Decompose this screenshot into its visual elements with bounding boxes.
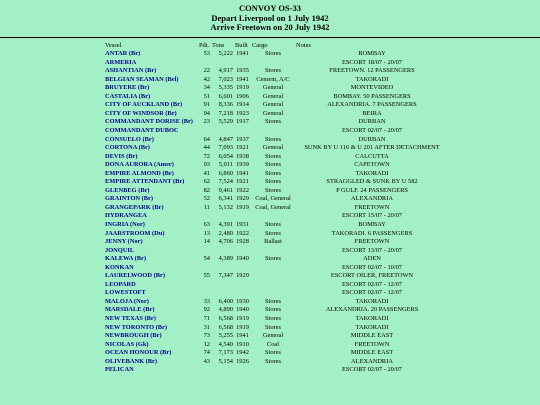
convoy-table: [105, 42, 450, 375]
tons-cell: [212, 366, 235, 375]
notes-cell: TAKORADI: [355, 75, 389, 83]
pdt-cell: 31: [203, 323, 210, 331]
cargo-cell: [252, 366, 296, 375]
pdt-cell: 42: [203, 75, 210, 83]
table-row: [105, 366, 450, 375]
notes-cell: P GULF. 24 PASSENGERS: [336, 186, 408, 194]
table-row: [105, 315, 450, 324]
built-cell: 1926: [236, 357, 249, 365]
vessel-link[interactable]: KONKAN: [105, 263, 134, 271]
notes-cell: BOMBAY. 50 PASSENGERS: [333, 92, 411, 100]
cargo-cell: Cement, A/C: [256, 75, 290, 83]
vessel-link[interactable]: LEOPARD: [105, 280, 136, 288]
table-row: [105, 161, 450, 170]
vessel-link[interactable]: OCEAN HONOUR (Br): [105, 349, 172, 357]
col-pdt: Pdt.: [199, 41, 210, 49]
cargo-cell: Stores: [265, 186, 281, 194]
table-row: [105, 178, 450, 187]
notes-cell: ALEXANDRIA. 7 PASSENGERS: [327, 101, 417, 109]
notes-cell: FREETOWN. 12 PASSENGERS: [329, 67, 415, 75]
notes-cell: BOMBAY: [358, 50, 386, 58]
tons-cell: 9,461: [218, 186, 233, 194]
cargo-cell: General: [262, 109, 284, 117]
table-row: [105, 136, 450, 145]
cargo-cell: Coal, General: [255, 195, 291, 203]
built-cell: 1937: [236, 135, 249, 143]
table-row: [105, 170, 450, 179]
table-row: [105, 153, 450, 162]
vessel-link[interactable]: INGRIA (Nor): [105, 220, 145, 228]
cargo-cell: Stores: [265, 118, 281, 126]
col-vessel: Vessel: [105, 41, 122, 49]
built-cell: 1914: [236, 101, 249, 109]
built-cell: 1935: [236, 67, 249, 75]
table-row: [105, 110, 450, 119]
tons-cell: [212, 289, 235, 298]
table-body: [105, 50, 450, 375]
cargo-cell: Stores: [265, 220, 281, 228]
pdt-cell: 13: [203, 229, 210, 237]
table-row: [105, 93, 450, 102]
tons-cell: 6,601: [218, 92, 233, 100]
built-cell: 1929: [236, 195, 249, 203]
cargo-cell: Stores: [265, 161, 281, 169]
vessel-link[interactable]: MARSDALE (Br): [105, 306, 155, 314]
vessel-link[interactable]: MALOJA (Nor): [105, 297, 149, 305]
pdt-cell: 22: [203, 67, 210, 75]
tons-cell: 6,860: [218, 169, 233, 177]
built-cell: 1921: [236, 178, 249, 186]
cargo-cell: Coal: [266, 340, 280, 348]
notes-cell: ESCORT 02/07 - 20/07: [341, 366, 403, 374]
tons-cell: 6,054: [218, 152, 233, 160]
notes-cell: TAKORADI: [355, 297, 389, 305]
notes-cell: ADEN: [363, 255, 381, 263]
vessel-link[interactable]: DONA AURORA (Amer): [105, 161, 174, 169]
pdt-cell: 14: [203, 238, 210, 246]
notes-cell: FREETOWN: [354, 238, 390, 246]
table-row: [105, 84, 450, 93]
pdt-cell: 93: [203, 161, 210, 169]
notes-cell: DURBAN: [358, 118, 386, 126]
vessel-link[interactable]: NICOLAS (Gk): [105, 340, 149, 348]
pdt-cell: 12: [203, 340, 210, 348]
tons-cell: [212, 264, 235, 273]
table-row: [105, 221, 450, 230]
cargo-cell: General: [262, 84, 284, 92]
vessel-link[interactable]: CORTONA (Br): [105, 144, 150, 152]
vessel-link[interactable]: CASTALIA (Br): [105, 92, 151, 100]
pdt-cell: 74: [203, 349, 210, 357]
vessel-link[interactable]: NEW TEXAS (Br): [105, 315, 156, 322]
notes-cell: ESCORT 15/07 - 20/07: [341, 212, 403, 220]
table-row: [105, 272, 450, 281]
tons-cell: 6,400: [218, 297, 233, 305]
tons-cell: 7,218: [218, 109, 233, 117]
vessel-link[interactable]: COMMANDANT DORISE (Br): [105, 118, 193, 126]
built-cell: 1919: [236, 323, 249, 331]
notes-cell: SUNK BY U 116 & U 201 AFTER DETACHMENT: [304, 144, 440, 152]
built-cell: 1921: [236, 144, 249, 152]
tons-cell: 5,222: [218, 50, 233, 58]
tons-cell: 6,568: [218, 315, 233, 322]
table-row: [105, 349, 450, 358]
tons-cell: 4,847: [218, 135, 233, 143]
vessel-link[interactable]: BELGIAN SEAMAN (Bel): [105, 75, 179, 83]
col-notes: Notes: [296, 41, 311, 49]
col-built: Built: [235, 41, 248, 49]
built-cell: 1941: [236, 169, 249, 177]
table-row: [105, 324, 450, 333]
built-cell: 1941: [236, 50, 249, 58]
built-cell: 1919: [236, 315, 249, 322]
tons-cell: 4,706: [218, 238, 233, 246]
cargo-cell: [252, 289, 296, 298]
table-row: [105, 212, 450, 221]
notes-cell: ALEXANDRIA: [351, 357, 393, 365]
tons-cell: 5,529: [218, 118, 233, 126]
vessel-link[interactable]: JAARSTROOM (Du): [105, 229, 165, 237]
table-row: [105, 127, 450, 136]
vessel-link[interactable]: NEWBROUGH (Br): [105, 332, 162, 340]
vessel-link[interactable]: OLIVEBANK (Br): [105, 357, 158, 365]
table-row: [105, 118, 450, 127]
table-row: [105, 289, 450, 298]
vessel-link[interactable]: NEW TORONTO (Br): [105, 323, 168, 331]
vessel-link[interactable]: ANTAR (Br): [105, 50, 141, 58]
tons-cell: [212, 212, 235, 221]
tons-cell: 4,540: [218, 340, 233, 348]
tons-cell: 7,173: [218, 349, 233, 357]
notes-cell: BOMBAY: [358, 220, 386, 228]
pdt-cell: [199, 366, 212, 375]
table-row: [105, 50, 450, 59]
pdt-cell: 43: [203, 357, 210, 365]
built-cell: 1942: [236, 349, 249, 357]
pdt-cell: [199, 281, 212, 290]
built-cell: 1938: [236, 152, 249, 160]
built-cell: 1940: [236, 255, 249, 263]
vessel-link[interactable]: ARMERIA: [105, 58, 137, 66]
pdt-cell: 53: [203, 50, 210, 58]
pdt-cell: 55: [203, 272, 210, 280]
tons-cell: 2,480: [218, 229, 233, 237]
depart-line: Depart Liverpool on 1 July 1942: [211, 12, 329, 23]
vessel-link[interactable]: GRAINTON (Br): [105, 195, 153, 203]
tons-cell: 5,011: [218, 161, 233, 169]
cargo-cell: [252, 59, 296, 68]
notes-cell: ESCORT 02/07 - 20/07: [341, 126, 403, 134]
built-cell: 1917: [236, 118, 249, 126]
pdt-cell: 72: [203, 152, 210, 160]
notes-cell: DURBAN: [358, 135, 386, 143]
table-row: [105, 264, 450, 273]
col-cargo: Cargo: [252, 41, 268, 49]
tons-cell: 6,341: [218, 195, 233, 203]
arrive-line: Arrive Freetown on 20 July 1942: [210, 22, 330, 32]
vessel-link[interactable]: BRUYERE (Br): [105, 84, 150, 92]
table-row: [105, 204, 450, 213]
pdt-cell: 73: [203, 332, 210, 340]
cargo-cell: [252, 127, 296, 136]
table-row: [105, 101, 450, 110]
notes-cell: BEIRA: [362, 109, 382, 117]
vessel-link[interactable]: JENNY (Nor): [105, 238, 143, 246]
built-cell: 1931: [236, 220, 249, 228]
built-cell: 1940: [236, 306, 249, 314]
cargo-cell: Stores: [265, 297, 281, 305]
table-row: [105, 247, 450, 256]
built-cell: [235, 264, 252, 273]
notes-cell: MONTEVIDEO: [350, 84, 394, 92]
pdt-cell: [199, 247, 212, 256]
notes-cell: ESCORT 02/07 - 12/07: [341, 289, 403, 297]
cargo-cell: Stores: [265, 357, 281, 365]
notes-cell: FREETOWN: [354, 203, 390, 211]
cargo-cell: Stores: [265, 50, 281, 58]
cargo-cell: Stores: [265, 306, 281, 314]
built-cell: [235, 289, 252, 298]
cargo-cell: Stores: [265, 135, 281, 143]
cargo-cell: Stores: [265, 349, 281, 357]
pdt-cell: 94: [203, 109, 210, 117]
table-row: [105, 230, 450, 239]
notes-cell: CALCUTTA: [355, 152, 389, 160]
cargo-cell: [252, 247, 296, 256]
notes-cell: TAKORADI: [355, 315, 389, 322]
cargo-cell: Coal, General: [255, 203, 291, 211]
tons-cell: 5,335: [218, 84, 233, 92]
cargo-cell: Stores: [265, 255, 281, 263]
tons-cell: [212, 281, 235, 290]
tons-cell: 5,154: [218, 357, 233, 365]
cargo-cell: [252, 212, 296, 221]
table-row: [105, 59, 450, 68]
pdt-cell: [199, 59, 212, 68]
table-row: [105, 306, 450, 315]
vessel-link[interactable]: ASHANTIAN (Br): [105, 67, 157, 75]
pdt-cell: 71: [203, 315, 210, 322]
cargo-cell: [252, 272, 296, 281]
cargo-cell: General: [262, 144, 284, 152]
table-row: [105, 341, 450, 350]
table-row: [105, 195, 450, 204]
pdt-cell: 82: [203, 186, 210, 194]
notes-cell: ESCORT 13/07 - 20/07: [341, 246, 403, 254]
tons-cell: 8,336: [218, 101, 233, 109]
pdt-cell: [199, 289, 212, 298]
vessel-link[interactable]: PELICAN: [105, 366, 134, 374]
vessel-link[interactable]: EMPIRE ATTENDANT (Br): [105, 178, 185, 186]
cargo-cell: Stores: [265, 229, 281, 237]
notes-cell: ESCORT 18/07 - 20/07: [341, 58, 403, 66]
table-row: [105, 358, 450, 367]
pdt-cell: 92: [203, 306, 210, 314]
tons-cell: 4,890: [218, 306, 233, 314]
tons-cell: 4,917: [218, 67, 233, 75]
cargo-cell: General: [262, 92, 284, 100]
cargo-cell: Stores: [265, 67, 281, 75]
tons-cell: [212, 127, 235, 136]
vessel-link[interactable]: CITY OF WINDSOR (Br): [105, 109, 177, 117]
cargo-cell: Ballast: [264, 238, 282, 246]
pdt-cell: 54: [203, 255, 210, 263]
notes-cell: ALEXANDRIA: [351, 195, 393, 203]
vessel-link[interactable]: EMPIRE ALMOND (Br): [105, 169, 174, 177]
built-cell: [235, 212, 252, 221]
pdt-cell: 33: [203, 297, 210, 305]
pdt-cell: 34: [203, 84, 210, 92]
cargo-cell: Stores: [265, 178, 281, 186]
pdt-cell: 91: [203, 101, 210, 109]
built-cell: 1919: [236, 84, 249, 92]
built-cell: [235, 281, 252, 290]
built-cell: 1923: [236, 109, 249, 117]
page-header: [0, 0, 540, 33]
pdt-cell: [199, 127, 212, 136]
notes-cell: ESCORT OILER, FREETOWN: [330, 272, 414, 280]
cargo-cell: Stores: [265, 152, 281, 160]
built-cell: 1910: [236, 340, 249, 348]
cargo-cell: General: [262, 332, 284, 340]
built-cell: 1930: [236, 297, 249, 305]
col-tons: Tons: [212, 41, 225, 49]
built-cell: 1922: [236, 229, 249, 237]
vessel-link[interactable]: LOWESTOFT: [105, 289, 146, 297]
cargo-cell: Stores: [265, 169, 281, 177]
pdt-cell: 62: [203, 178, 210, 186]
table-row: [105, 332, 450, 341]
pdt-cell: [199, 264, 212, 273]
built-cell: 1941: [236, 75, 249, 83]
tons-cell: 7,093: [218, 144, 233, 152]
vessel-link[interactable]: GLENBEG (Br): [105, 186, 150, 194]
cargo-cell: Stores: [265, 323, 281, 331]
built-cell: 1929: [236, 272, 249, 280]
built-cell: [235, 247, 252, 256]
convoy-title: CONVOY OS-33: [238, 3, 302, 13]
vessel-link[interactable]: JONQUIL: [105, 246, 135, 254]
pdt-cell: 63: [203, 220, 210, 228]
notes-cell: STRAGGLED & SUNK BY U 582: [326, 178, 418, 186]
built-cell: [235, 127, 252, 136]
built-cell: [235, 366, 252, 375]
vessel-link[interactable]: COMMANDANT DUBOC: [105, 126, 179, 134]
tons-cell: 5,255: [218, 332, 233, 340]
notes-cell: ESCORT 02/07 - 10/07: [341, 263, 403, 271]
built-cell: [235, 59, 252, 68]
built-cell: 1928: [236, 238, 249, 246]
table-row: [105, 187, 450, 196]
notes-cell: TAKORADI: [355, 323, 389, 331]
notes-cell: FREETOWN: [354, 340, 390, 348]
vessel-link[interactable]: KALEWA (Br): [105, 255, 147, 263]
table-row: [105, 144, 450, 153]
notes-cell: TAKORADI. 6 PASSENGERS: [331, 229, 413, 237]
tons-cell: 7,347: [218, 272, 233, 280]
built-cell: 1939: [236, 161, 249, 169]
table-row: [105, 281, 450, 290]
built-cell: 1906: [236, 92, 249, 100]
pdt-cell: 52: [203, 195, 210, 203]
vessel-link[interactable]: GRANGEPARK (Br): [105, 203, 164, 211]
header-rule: [0, 37, 540, 38]
table-row: [105, 298, 450, 307]
table-row: [105, 238, 450, 247]
vessel-link[interactable]: HYDRANGEA: [105, 212, 147, 220]
built-cell: 1941: [236, 332, 249, 340]
pdt-cell: 64: [203, 135, 210, 143]
notes-cell: TAKORADI: [355, 169, 389, 177]
notes-cell: ALEXANDRIA. 20 PASSENGERS: [325, 306, 419, 314]
cargo-cell: [252, 281, 296, 290]
pdt-cell: 44: [203, 144, 210, 152]
tons-cell: 4,389: [218, 255, 233, 263]
table-row: [105, 76, 450, 85]
vessel-link[interactable]: CONSUELO (Br): [105, 135, 154, 143]
tons-cell: 4,391: [218, 220, 233, 228]
notes-cell: MIDDLE EAST: [350, 349, 394, 357]
tons-cell: 5,132: [218, 203, 233, 211]
pdt-cell: 11: [203, 203, 210, 211]
tons-cell: 6,568: [218, 323, 233, 331]
vessel-link[interactable]: CITY OF AUCKLAND (Br): [105, 101, 183, 109]
notes-cell: ESCORT 02/07 - 12/07: [341, 280, 403, 288]
pdt-cell: [199, 212, 212, 221]
table-row: [105, 67, 450, 76]
cargo-cell: Stores: [265, 315, 281, 322]
tons-cell: 7,023: [218, 75, 233, 83]
notes-cell: CAPETOWN: [354, 161, 390, 169]
tons-cell: [212, 59, 235, 68]
tons-cell: 7,524: [218, 178, 233, 186]
notes-cell: MIDDLE EAST: [350, 332, 394, 340]
built-cell: 1919: [236, 203, 249, 211]
table-header-row: [105, 42, 450, 51]
tons-cell: [212, 247, 235, 256]
pdt-cell: 23: [203, 118, 210, 126]
pdt-cell: 51: [203, 92, 210, 100]
vessel-link[interactable]: LAURELWOOD (Br): [105, 272, 165, 280]
vessel-link[interactable]: DEVIS (Br): [105, 152, 138, 160]
pdt-cell: 41: [203, 169, 210, 177]
cargo-cell: [252, 264, 296, 273]
cargo-cell: General: [262, 101, 284, 109]
built-cell: 1922: [236, 186, 249, 194]
table-row: [105, 255, 450, 264]
